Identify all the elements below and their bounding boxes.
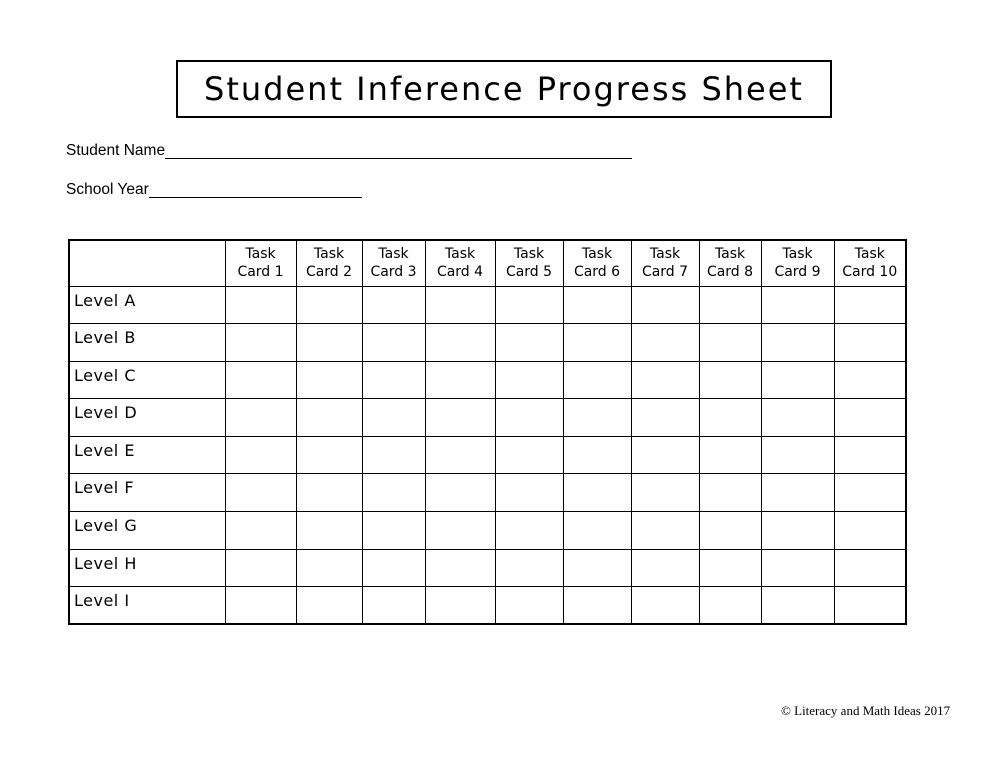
title-box <box>176 60 832 118</box>
table-cell[interactable] <box>225 436 296 474</box>
table-cell[interactable] <box>225 549 296 587</box>
row-label: Level B <box>69 324 225 362</box>
table-cell[interactable] <box>362 587 425 625</box>
table-cell[interactable] <box>834 324 906 362</box>
row-label: Level E <box>69 436 225 474</box>
table-cell[interactable] <box>296 436 362 474</box>
table-cell[interactable] <box>834 286 906 324</box>
table-cell[interactable] <box>225 324 296 362</box>
table-cell[interactable] <box>631 361 699 399</box>
student-name-label: Student Name <box>66 142 166 159</box>
copyright-text: © Literacy and Math Ideas 2017 <box>781 703 951 718</box>
table-cell[interactable] <box>495 474 563 512</box>
column-header: Task Card 9 <box>761 240 834 286</box>
table-row <box>69 361 906 399</box>
table-cell[interactable] <box>362 324 425 362</box>
table-cell[interactable] <box>225 399 296 437</box>
row-label: Level D <box>69 399 225 437</box>
table-row <box>69 474 906 512</box>
page-title: Student Inference Progress Sheet <box>204 70 804 108</box>
table-cell[interactable] <box>362 286 425 324</box>
row-label: Level F <box>69 474 225 512</box>
table-cell[interactable] <box>761 286 834 324</box>
table-cell[interactable] <box>699 549 761 587</box>
table-cell[interactable] <box>834 474 906 512</box>
table-row <box>69 587 906 625</box>
progress-table <box>68 239 907 625</box>
table-cell[interactable] <box>761 436 834 474</box>
school-year-field[interactable] <box>66 181 362 199</box>
table-cell[interactable] <box>563 324 631 362</box>
table-cell[interactable] <box>225 361 296 399</box>
table-cell[interactable] <box>495 399 563 437</box>
school-year-line[interactable] <box>149 196 362 198</box>
table-cell[interactable] <box>425 399 495 437</box>
table-cell[interactable] <box>761 324 834 362</box>
table-cell[interactable] <box>563 512 631 550</box>
table-cell[interactable] <box>631 286 699 324</box>
column-header: Task Card 6 <box>563 240 631 286</box>
column-header: Task Card 8 <box>699 240 761 286</box>
table-cell[interactable] <box>296 399 362 437</box>
table-cell[interactable] <box>834 512 906 550</box>
column-header: Task Card 10 <box>834 240 906 286</box>
table-cell[interactable] <box>495 512 563 550</box>
table-cell[interactable] <box>495 549 563 587</box>
table-cell[interactable] <box>834 436 906 474</box>
table-cell[interactable] <box>225 512 296 550</box>
student-name-line[interactable] <box>165 157 632 159</box>
table-cell[interactable] <box>296 474 362 512</box>
table-cell[interactable] <box>225 286 296 324</box>
table-cell[interactable] <box>834 361 906 399</box>
table-row <box>69 286 906 324</box>
table-row <box>69 512 906 550</box>
table-cell[interactable] <box>834 587 906 625</box>
table-cell[interactable] <box>296 512 362 550</box>
table-cell[interactable] <box>563 399 631 437</box>
table-cell[interactable] <box>761 474 834 512</box>
table-cell[interactable] <box>296 324 362 362</box>
table-cell[interactable] <box>495 324 563 362</box>
table-cell[interactable] <box>631 549 699 587</box>
table-cell[interactable] <box>296 361 362 399</box>
row-label: Level G <box>69 512 225 550</box>
table-row <box>69 399 906 437</box>
table-header-row <box>69 240 906 286</box>
table-cell[interactable] <box>631 587 699 625</box>
table-cell[interactable] <box>563 361 631 399</box>
table-cell[interactable] <box>631 399 699 437</box>
corner-cell <box>69 240 225 286</box>
table-cell[interactable] <box>699 512 761 550</box>
table-cell[interactable] <box>495 286 563 324</box>
table-cell[interactable] <box>362 361 425 399</box>
table-cell[interactable] <box>563 587 631 625</box>
column-header: Task Card 5 <box>495 240 563 286</box>
table-cell[interactable] <box>425 286 495 324</box>
table-cell[interactable] <box>225 587 296 625</box>
table-cell[interactable] <box>425 361 495 399</box>
table-cell[interactable] <box>699 436 761 474</box>
table-cell[interactable] <box>425 474 495 512</box>
table-cell[interactable] <box>699 399 761 437</box>
table-cell[interactable] <box>296 286 362 324</box>
table-cell[interactable] <box>699 286 761 324</box>
table-cell[interactable] <box>425 587 495 625</box>
table-cell[interactable] <box>425 324 495 362</box>
row-label: Level I <box>69 587 225 625</box>
table-cell[interactable] <box>834 549 906 587</box>
table-cell[interactable] <box>495 361 563 399</box>
table-cell[interactable] <box>834 399 906 437</box>
column-header: Task Card 3 <box>362 240 425 286</box>
school-year-label: School Year <box>66 181 149 198</box>
table-cell[interactable] <box>425 549 495 587</box>
table-cell[interactable] <box>362 549 425 587</box>
table-cell[interactable] <box>699 587 761 625</box>
row-label: Level C <box>69 361 225 399</box>
table-cell[interactable] <box>631 512 699 550</box>
row-label: Level A <box>69 286 225 324</box>
table-cell[interactable] <box>631 324 699 362</box>
table-cell[interactable] <box>761 399 834 437</box>
table-cell[interactable] <box>495 587 563 625</box>
table-row <box>69 324 906 362</box>
table-cell[interactable] <box>563 436 631 474</box>
table-cell[interactable] <box>362 399 425 437</box>
table-cell[interactable] <box>631 436 699 474</box>
row-label: Level H <box>69 549 225 587</box>
column-header: Task Card 7 <box>631 240 699 286</box>
table-cell[interactable] <box>563 549 631 587</box>
student-name-field[interactable] <box>66 142 632 160</box>
table-cell[interactable] <box>761 361 834 399</box>
column-header: Task Card 1 <box>225 240 296 286</box>
table-cell[interactable] <box>296 587 362 625</box>
table-cell[interactable] <box>425 512 495 550</box>
table-cell[interactable] <box>362 512 425 550</box>
table-row <box>69 549 906 587</box>
column-header: Task Card 4 <box>425 240 495 286</box>
table-cell[interactable] <box>699 474 761 512</box>
table-cell[interactable] <box>362 436 425 474</box>
table-cell[interactable] <box>631 474 699 512</box>
table-cell[interactable] <box>761 512 834 550</box>
table-cell[interactable] <box>225 474 296 512</box>
table-cell[interactable] <box>425 436 495 474</box>
table-cell[interactable] <box>362 474 425 512</box>
table-cell[interactable] <box>296 549 362 587</box>
table-cell[interactable] <box>699 361 761 399</box>
table-cell[interactable] <box>699 324 761 362</box>
table-cell[interactable] <box>563 286 631 324</box>
column-header: Task Card 2 <box>296 240 362 286</box>
table-cell[interactable] <box>761 587 834 625</box>
table-cell[interactable] <box>495 436 563 474</box>
table-cell[interactable] <box>761 549 834 587</box>
table-cell[interactable] <box>563 474 631 512</box>
table-row <box>69 436 906 474</box>
